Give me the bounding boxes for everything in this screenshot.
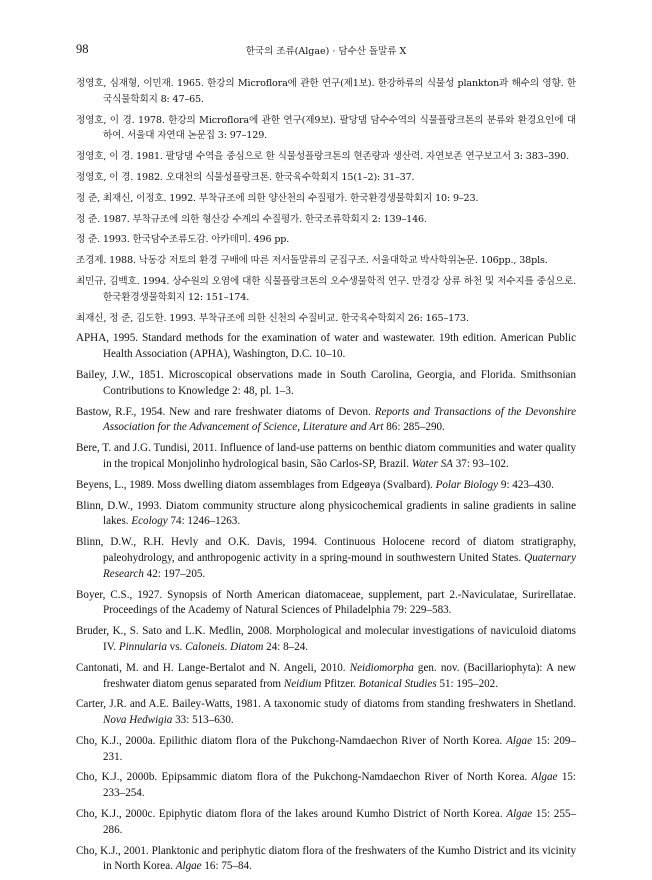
reference-entry — [76, 441, 576, 473]
reference-italic-text: Neidium — [283, 677, 322, 690]
reference-entry — [76, 535, 576, 582]
reference-entry — [76, 478, 576, 494]
reference-entry — [76, 76, 576, 108]
reference-entry — [76, 844, 576, 876]
reference-text: 정영호, 이 경. 1978. 한강의 Microflora에 관한 연구(제9보). 팔당댐 담수수역의 식물플랑크톤의 분류와 환경요인에 대하여. 서울대 자연대 논문집 3: 97–129. — [76, 114, 576, 142]
reference-italic-text: Algae — [175, 860, 202, 873]
reference-italic-text: Pinnularia — [118, 640, 167, 653]
reference-italic-text: Algae — [531, 771, 558, 784]
reference-italic-text: Algae — [506, 734, 533, 747]
reference-italic-text: Botanical Studies — [358, 677, 437, 690]
reference-text: . — [224, 640, 231, 653]
reference-italic-text: Polar Biology — [435, 478, 499, 491]
reference-italic-text: Quaternary Research — [103, 551, 576, 580]
reference-entry — [76, 191, 576, 207]
reference-text: 최재신, 정 준, 김도한. 1993. 부착규조에 의한 신천의 수질비교. 한국육수학회지 26: 165–173. — [76, 312, 469, 324]
reference-italic-text: Reports and Transactions of the Devonshire Association for the Advancement of Science, Literature and Art — [103, 405, 577, 434]
reference-text: APHA, 1995. Standard methods for the examination of water and wastewater. 19th edition. American Public Health Association (APHA), Washington, D.C. 10–10. — [76, 332, 576, 361]
reference-italic-text: Neidiomorpha — [349, 661, 414, 674]
reference-text: Cho, K.J., 2000a. Epilithic diatom flora of the Pukchong-Namdaechon River of North Korea. — [76, 734, 507, 747]
reference-entry — [76, 697, 576, 729]
reference-entry — [76, 331, 576, 363]
reference-entry — [76, 405, 576, 437]
reference-text: 정 준. 1987. 부착규조에 의한 형산강 수계의 수질평가. 한국조류학회지 2: 139–146. — [76, 213, 427, 225]
reference-entry — [76, 253, 576, 269]
reference-text: 정 준, 최재신, 이정호. 1992. 부착규조에 의한 양산천의 수질평가. 한국환경생물학회지 10: 9–23. — [76, 192, 479, 204]
reference-entry — [76, 624, 576, 656]
reference-text: 74: 1246–1263. — [167, 515, 241, 528]
reference-text: 33: 513–630. — [172, 714, 234, 727]
reference-entry — [76, 661, 576, 693]
reference-entry — [76, 734, 576, 766]
reference-text: Bastow, R.F., 1954. New and rare freshwater diatoms of Devon. — [76, 405, 375, 418]
reference-text: Cho, K.J., 2001. Planktonic and periphytic diatom flora of the freshwaters of the Kumho District and its vicinity in North Korea. — [76, 844, 576, 873]
reference-text: Bailey, J.W., 1851. Microscopical observations made in South Carolina, Georgia, and Florida. Smithsonian Contributions to Knowledge 2: 48, pl. 1–3. — [76, 368, 576, 397]
reference-entry — [76, 113, 576, 145]
reference-italic-text: Ecology — [131, 515, 168, 528]
reference-italic-text: Caloneis — [185, 640, 225, 653]
reference-entry — [76, 212, 576, 228]
reference-entry — [76, 499, 576, 531]
reference-entry — [76, 588, 576, 620]
reference-italic-text: Diatom — [230, 640, 264, 653]
reference-text: 정영호, 심재형, 이민재. 1965. 한강의 Microflora에 관한 연구(제1보). 한강하류의 식물성 plankton과 해수의 영향. 한국식물학회지 8: 47–65. — [76, 78, 576, 105]
reference-text: Blinn, D.W., R.H. Hevly and O.K. Davis, 1994. Continuous Holocene record of diatom stratigraphy, paleohydrology, and anthropogenic activity in a spring-mound in southwestern United States. — [76, 536, 576, 564]
reference-text: 정영호, 이 경. 1982. 오대천의 식물성플랑크톤. 한국육수학회지 15(1–2): 31–37. — [76, 171, 415, 183]
reference-text: 37: 93–102. — [452, 457, 509, 470]
reference-text: Carter, J.R. and A.E. Bailey-Watts, 1981. A taxonomic study of diatoms from standing freshwaters in Shetland. — [76, 698, 576, 711]
reference-entry — [76, 368, 576, 400]
reference-text: 16: 75–84. — [201, 860, 252, 873]
reference-text: 86: 285–290. — [383, 421, 445, 434]
page-header — [76, 42, 576, 58]
reference-text: Blinn, D.W., 1993. Diatom community structure along physicochemical gradients in saline gradients in saline lakes. — [76, 499, 576, 528]
reference-text: Cho, K.J., 2000b. Epipsammic diatom flora of the Pukchong-Namdaechon River of North Korea. — [76, 771, 532, 784]
reference-entry — [76, 232, 576, 248]
reference-text: 조경제. 1988. 낙동강 저토의 환경 구배에 따른 저서돌말류의 군집구조. 서울대학교 박사학위논문. 106pp., 38pls. — [76, 255, 548, 267]
reference-italic-text: Nova Hedwigia — [103, 714, 173, 727]
reference-text: Bere, T. and J.G. Tundisi, 2011. Influence of land-use patterns on benthic diatom communities and water quality in the tropical Monjolinho hydrological basin, São Carlos-SP, Brazil. — [76, 442, 576, 470]
reference-text: Cho, K.J., 2000c. Epiphytic diatom flora of the lakes around Kumho District of North Korea. — [76, 808, 507, 821]
reference-text: Bruder, K., S. Sato and L.K. Medlin, 2008. Morphological and molecular investigations of naviculoid diatoms IV. — [76, 625, 576, 653]
reference-text: 51: 195–202. — [436, 677, 498, 690]
reference-text: 42: 197–205. — [143, 567, 206, 580]
reference-entry — [76, 149, 576, 165]
reference-italic-text: Water SA — [411, 457, 453, 470]
reference-text: Beyens, L., 1989. Moss dwelling diatom assemblages from Edgeøya (Svalbard). — [76, 478, 436, 491]
reference-entry — [76, 770, 576, 802]
reference-italic-text: Algae — [506, 808, 533, 821]
reference-text: gen. nov. (Bacillariophyta): A new freshwater diatom genus separated from — [103, 661, 577, 690]
reference-entry — [76, 807, 576, 839]
reference-text: Boyer, C.S., 1927. Synopsis of North American diatomaceae, supplement, part 2.-Naviculatae, Surirellatae. Proceedings of the Academy of Natural Sciences of Philadelphia 79: 229–583. — [76, 588, 576, 617]
running-title: 한국의 조류(Algae) · 담수산 돌말류 X — [245, 46, 407, 57]
reference-text: Cantonati, M. and H. Lange-Bertalot and N. Angeli, 2010. — [76, 661, 350, 674]
reference-text: 9: 423–430. — [498, 478, 554, 491]
reference-text: vs. — [166, 640, 186, 653]
reference-text: 정영호, 이 경. 1981. 팔당댐 수역을 중심으로 한 식물성플랑크톤의 현존량과 생산력. 자연보존 연구보고서 3: 383–390. — [76, 151, 570, 163]
reference-list — [76, 76, 576, 880]
reference-text: 15: 233–254. — [103, 771, 576, 800]
reference-text: 15: 209–231. — [103, 734, 576, 763]
reference-entry — [76, 274, 576, 306]
reference-entry — [76, 311, 576, 327]
reference-text: 정 준. 1993. 한국담수조류도감. 아카데미. 496 pp. — [76, 234, 290, 246]
reference-entry — [76, 170, 576, 186]
reference-text: 24: 8–24. — [263, 640, 309, 653]
reference-text: 최민규, 김백호. 1994. 상수원의 오염에 대한 식물플랑크톤의 오수생물학적 연구. 만경강 상류 하천 및 저수지를 중심으로. 한국환경생물학회지 12: 151–174. — [76, 275, 576, 303]
reference-text: 15: 255–286. — [103, 808, 576, 836]
page-number: 98 — [76, 42, 89, 56]
reference-text: Pfitzer. — [321, 677, 359, 690]
